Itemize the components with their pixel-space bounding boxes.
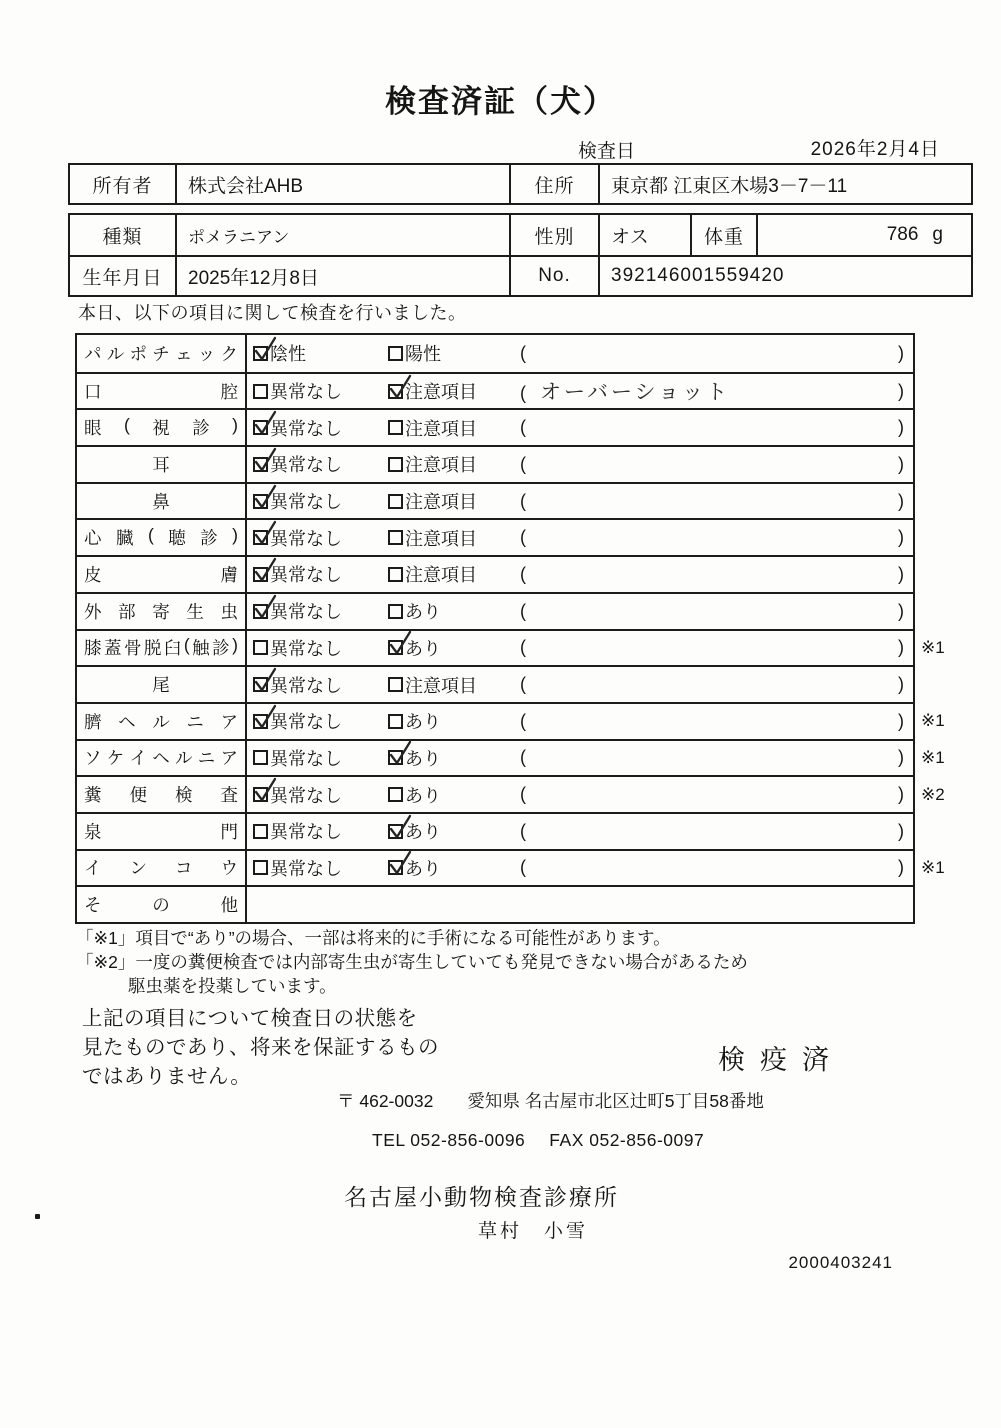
handwritten-check-icon — [252, 408, 278, 437]
checklist-row-1 — [77, 335, 913, 372]
item-label-cell — [77, 814, 247, 849]
option-1-label: 異常なし — [270, 712, 342, 733]
item-label: 皮 膚 — [84, 564, 238, 585]
paren-open: ( — [520, 417, 526, 438]
checklist-row-9 — [77, 629, 945, 666]
item-label: 泉 門 — [84, 821, 238, 842]
paren-open: ( — [520, 784, 526, 805]
item-label-cell — [77, 520, 247, 555]
paren-open: ( — [520, 674, 526, 695]
checklist-row-8 — [77, 592, 913, 629]
clinic-tel: TEL 052-856-0096 — [372, 1130, 526, 1150]
item-result-cell — [247, 484, 913, 519]
option-2-label: あり — [405, 602, 441, 623]
option-1 — [253, 415, 388, 441]
option-1 — [253, 340, 388, 366]
option-1-checkbox — [253, 824, 268, 839]
handwritten-check-icon — [252, 775, 278, 804]
disclaimer-line-1: 上記の項目について検査日の状態を — [82, 1007, 418, 1030]
remarks-zone — [518, 594, 913, 629]
paren-close: ) — [898, 380, 904, 401]
remarks-zone — [518, 410, 913, 445]
weight-number: 786 — [886, 224, 919, 245]
address-label: 住所 — [511, 165, 600, 203]
remarks-zone — [518, 557, 913, 592]
item-result-cell — [247, 851, 913, 886]
reference-mark: ※1 — [921, 857, 945, 877]
option-2-checkbox — [388, 346, 403, 361]
paren-close: ) — [898, 637, 904, 658]
footnote-2: 「※2」一度の糞便検査では内部寄生虫が寄生していても発見できない場合があるため — [76, 952, 748, 972]
option-2 — [388, 708, 518, 734]
item-result-cell — [247, 520, 913, 555]
paren-close: ) — [898, 342, 904, 363]
handwritten-check-icon — [252, 665, 278, 694]
intro-text: 本日、以下の項目に関して検査を行いました。 — [78, 303, 467, 323]
handwritten-check-icon — [387, 628, 413, 657]
remarks-zone — [518, 777, 913, 812]
birthdate-value: 2025年12月8日 — [177, 257, 511, 295]
scan-artifact-dot — [35, 1214, 40, 1219]
remarks-zone — [518, 851, 913, 886]
option-2 — [388, 782, 518, 808]
item-label-cell — [77, 557, 247, 592]
paren-close: ) — [898, 600, 904, 621]
item-label: 眼 ( 視 診 ) — [84, 415, 238, 439]
item-label: イ ン コ ウ — [84, 858, 238, 879]
remarks-zone — [518, 667, 913, 702]
paren-open: ( — [520, 342, 526, 363]
item-label-cell — [77, 447, 247, 482]
pet-info-table — [68, 213, 973, 297]
paren-close: ) — [898, 527, 904, 548]
item-label-cell — [77, 667, 247, 702]
remarks-zone — [518, 631, 913, 666]
option-2-label: 注意項目 — [405, 675, 477, 696]
clinic-postal-code: 〒 462-0032 — [337, 1091, 434, 1111]
page-title: 検査済証（犬） — [385, 84, 616, 119]
option-2 — [388, 340, 518, 366]
option-2-label: 注意項目 — [405, 418, 477, 439]
option-1 — [253, 378, 388, 404]
owner-label: 所有者 — [70, 165, 177, 203]
item-label: 膝 蓋 骨 脱 臼 ( 触 診 ) — [84, 635, 238, 659]
option-2-label: あり — [405, 785, 441, 806]
remarks-zone — [518, 484, 913, 519]
option-1-checkbox-checked — [253, 420, 268, 435]
option-1 — [253, 598, 388, 624]
remarks-zone — [518, 447, 913, 482]
item-label: 尾 — [152, 675, 170, 696]
handwritten-check-icon — [252, 445, 278, 474]
checklist-row-12 — [77, 739, 945, 776]
paren-open: ( — [520, 710, 526, 731]
inspection-date-value: 2026年2月4日 — [810, 139, 940, 160]
checklist-row-13 — [77, 775, 945, 812]
item-label: そ の 他 — [84, 895, 238, 916]
footnote-1: 「※1」項目で“あり”の場合、一部は将来的に手術になる可能性があります。 — [76, 928, 671, 948]
clinic-name: 名古屋小動物検査診療所 — [344, 1184, 619, 1210]
option-1-label: 異常なし — [270, 675, 342, 696]
owner-row — [70, 165, 971, 203]
item-label: ソ ケ イ ヘ ル ニ ア — [84, 748, 238, 769]
disclaimer-line-3: ではありません。 — [82, 1065, 252, 1088]
option-2-checkbox — [388, 714, 403, 729]
option-1-checkbox — [253, 640, 268, 655]
option-1-checkbox-checked — [253, 677, 268, 692]
footnote-3: 駆虫薬を投薬しています。 — [128, 976, 337, 996]
option-1-label: 陰性 — [270, 344, 306, 365]
paren-close: ) — [898, 563, 904, 584]
option-2 — [388, 525, 518, 551]
option-2-checkbox — [388, 420, 403, 435]
option-2-checkbox-checked — [388, 824, 403, 839]
option-1-label: 異常なし — [270, 822, 342, 843]
item-result-cell — [247, 887, 913, 922]
option-1-checkbox-checked — [253, 787, 268, 802]
birthdate-label: 生年月日 — [70, 257, 177, 295]
examination-checklist-table — [75, 333, 945, 924]
veterinarian-name: 草村 小雪 — [478, 1221, 589, 1242]
item-label: 臍 ヘ ル ニ ア — [84, 711, 238, 732]
paren-close: ) — [898, 490, 904, 511]
option-1 — [253, 855, 388, 881]
handwritten-check-icon — [252, 702, 278, 731]
checklist-row-3 — [77, 408, 913, 445]
handwritten-check-icon — [387, 812, 413, 841]
option-1-label: 異常なし — [270, 492, 342, 513]
item-label: 耳 — [152, 454, 170, 475]
option-2-checkbox — [388, 787, 403, 802]
paren-close: ) — [898, 747, 904, 768]
paren-open: ( — [520, 453, 526, 474]
item-result-cell — [247, 594, 913, 629]
item-label-cell — [77, 741, 247, 776]
paren-open: ( — [520, 747, 526, 768]
option-1-label: 異常なし — [270, 382, 342, 403]
option-1-checkbox-checked — [253, 714, 268, 729]
handwritten-check-icon — [252, 518, 278, 547]
remarks-zone — [518, 814, 913, 849]
paren-close: ) — [898, 857, 904, 878]
option-2-label: 陽性 — [405, 344, 441, 365]
remarks-zone — [518, 520, 913, 555]
item-label: 糞 便 検 査 — [84, 785, 238, 806]
clinic-address: 愛知県 名古屋市北区辻町5丁目58番地 — [467, 1091, 764, 1111]
paren-open: ( — [520, 857, 526, 878]
option-2-label: あり — [405, 712, 441, 733]
handwritten-check-icon — [252, 592, 278, 621]
checklist-row-2 — [77, 372, 913, 409]
item-label-cell — [77, 631, 247, 666]
remarks-zone — [518, 741, 913, 776]
handwritten-check-icon — [387, 738, 413, 767]
option-1 — [253, 708, 388, 734]
option-2-checkbox — [388, 567, 403, 582]
reference-mark: ※1 — [921, 637, 945, 657]
option-1 — [253, 561, 388, 587]
option-2-checkbox — [388, 457, 403, 472]
weight-value — [758, 215, 971, 255]
handwritten-check-icon — [252, 482, 278, 511]
option-2-label: あり — [405, 822, 441, 843]
clinic-contact-line — [372, 1130, 704, 1151]
item-label: パ ル ポ チ ェ ッ ク — [84, 343, 238, 364]
option-2-label: あり — [405, 748, 441, 769]
sex-value: オス — [600, 215, 692, 255]
option-2-label: 注意項目 — [405, 528, 477, 549]
option-2-checkbox — [388, 530, 403, 545]
option-1-label: 異常なし — [270, 418, 342, 439]
paren-close: ) — [898, 820, 904, 841]
disclaimer-line-2: 見たものであり、将来を保証するもの — [82, 1036, 439, 1059]
option-1-checkbox — [253, 384, 268, 399]
option-1-checkbox — [253, 860, 268, 875]
paren-open: ( — [520, 637, 526, 658]
paren-open: ( — [520, 490, 526, 511]
disclaimer-text — [82, 1004, 439, 1091]
option-2-label: 注意項目 — [405, 455, 477, 476]
item-label-cell — [77, 335, 247, 372]
option-1-checkbox-checked — [253, 604, 268, 619]
checklist-row-15 — [77, 849, 945, 886]
option-1-checkbox — [253, 750, 268, 765]
item-result-cell — [247, 447, 913, 482]
option-1 — [253, 818, 388, 844]
option-2-label: あり — [405, 858, 441, 879]
option-2 — [388, 598, 518, 624]
paren-open: ( — [520, 600, 526, 621]
weight-label: 体重 — [692, 215, 758, 255]
item-label-cell — [77, 704, 247, 739]
item-label-cell — [77, 374, 247, 409]
option-1-label: 異常なし — [270, 528, 342, 549]
option-2-label: 注意項目 — [405, 382, 477, 403]
option-2-label: あり — [405, 638, 441, 659]
item-result-cell — [247, 410, 913, 445]
option-2-checkbox — [388, 604, 403, 619]
item-result-cell — [247, 704, 913, 739]
option-2 — [388, 672, 518, 698]
handwritten-note: オーバーショット — [540, 381, 731, 405]
item-result-cell — [247, 667, 913, 702]
checklist-row-10 — [77, 665, 913, 702]
option-2 — [388, 561, 518, 587]
remarks-zone — [518, 335, 913, 372]
option-1-label: 異常なし — [270, 565, 342, 586]
option-2-label: 注意項目 — [405, 565, 477, 586]
item-label-cell — [77, 484, 247, 519]
item-label: 心 臓 ( 聴 診 ) — [84, 525, 238, 549]
checklist-row-14 — [77, 812, 913, 849]
item-label: 外 部 寄 生 虫 — [84, 601, 238, 622]
inspection-date-label: 検査日 — [578, 141, 636, 162]
option-1 — [253, 488, 388, 514]
option-1 — [253, 525, 388, 551]
option-2 — [388, 855, 518, 881]
reference-mark: ※1 — [921, 747, 945, 767]
item-result-cell — [247, 814, 913, 849]
handwritten-check-icon — [387, 372, 413, 401]
item-label: 鼻 — [152, 491, 170, 512]
clinic-fax: FAX 052-856-0097 — [549, 1130, 705, 1150]
option-2-checkbox-checked — [388, 750, 403, 765]
paren-close: ) — [898, 674, 904, 695]
item-label: 口 腔 — [84, 381, 238, 402]
reference-mark: ※2 — [921, 784, 945, 804]
option-2 — [388, 818, 518, 844]
option-1-label: 異常なし — [270, 455, 342, 476]
option-1-label: 異常なし — [270, 748, 342, 769]
paren-open: ( オーバーショット — [520, 381, 731, 405]
checklist-row-11 — [77, 702, 945, 739]
checklist-row-6 — [77, 518, 913, 555]
address-value: 東京都 江東区木場3－7－11 — [611, 175, 848, 197]
option-1 — [253, 451, 388, 477]
checklist-row-4 — [77, 445, 913, 482]
quarantine-stamp: 検疫済 — [718, 1045, 844, 1075]
option-2 — [388, 451, 518, 477]
option-1 — [253, 782, 388, 808]
handwritten-check-icon — [252, 555, 278, 584]
item-result-cell — [247, 777, 913, 812]
item-result-cell — [247, 557, 913, 592]
option-1-checkbox-checked — [253, 567, 268, 582]
paren-close: ) — [898, 453, 904, 474]
option-1 — [253, 672, 388, 698]
option-1-label: 異常なし — [270, 602, 342, 623]
option-2 — [388, 415, 518, 441]
option-2-checkbox — [388, 677, 403, 692]
paren-open: ( — [520, 563, 526, 584]
option-2 — [388, 745, 518, 771]
sex-label: 性別 — [511, 215, 600, 255]
option-2 — [388, 488, 518, 514]
item-label-cell — [77, 410, 247, 445]
no-value: 392146001559420 — [611, 265, 785, 286]
remarks-zone — [518, 704, 913, 739]
option-1-checkbox-checked — [253, 494, 268, 509]
weight-unit: g — [932, 224, 943, 245]
pet-info-row-2 — [70, 255, 971, 295]
option-2-label: 注意項目 — [405, 492, 477, 513]
checklist-row-7 — [77, 555, 913, 592]
option-2-checkbox-checked — [388, 860, 403, 875]
option-1 — [253, 745, 388, 771]
item-result-cell — [247, 374, 913, 409]
option-1-label: 異常なし — [270, 638, 342, 659]
reference-mark: ※1 — [921, 711, 945, 731]
checklist-row-16 — [77, 885, 913, 922]
item-result-cell — [247, 741, 913, 776]
option-2 — [388, 635, 518, 661]
breed-label: 種類 — [70, 215, 177, 255]
breed-value: ポメラニアン — [177, 215, 511, 255]
owner-table — [68, 163, 973, 205]
no-label: No. — [511, 257, 600, 295]
footnotes — [76, 926, 748, 998]
item-label-cell — [77, 851, 247, 886]
option-2-checkbox — [388, 494, 403, 509]
paren-open: ( — [520, 527, 526, 548]
item-label-cell — [77, 777, 247, 812]
option-2-checkbox-checked — [388, 384, 403, 399]
item-label-cell — [77, 594, 247, 629]
handwritten-check-icon — [387, 848, 413, 877]
option-1-checkbox-checked — [253, 346, 268, 361]
item-result-cell — [247, 335, 913, 372]
remarks-zone — [518, 374, 913, 409]
option-1-checkbox-checked — [253, 457, 268, 472]
option-2 — [388, 378, 518, 404]
option-2-checkbox-checked — [388, 640, 403, 655]
owner-value: 株式会社AHB — [177, 165, 511, 203]
paren-close: ) — [898, 784, 904, 805]
pet-info-row-1 — [70, 215, 971, 255]
option-1-checkbox-checked — [253, 530, 268, 545]
option-1-label: 異常なし — [270, 858, 342, 879]
paren-close: ) — [898, 710, 904, 731]
paren-open: ( — [520, 820, 526, 841]
handwritten-check-icon — [252, 334, 278, 363]
item-result-cell — [247, 631, 913, 666]
paren-close: ) — [898, 417, 904, 438]
option-1 — [253, 635, 388, 661]
option-1-label: 異常なし — [270, 785, 342, 806]
item-label-cell — [77, 887, 247, 922]
document-number: 2000403241 — [788, 1253, 893, 1272]
checklist-row-5 — [77, 482, 913, 519]
clinic-address-line — [337, 1088, 764, 1113]
